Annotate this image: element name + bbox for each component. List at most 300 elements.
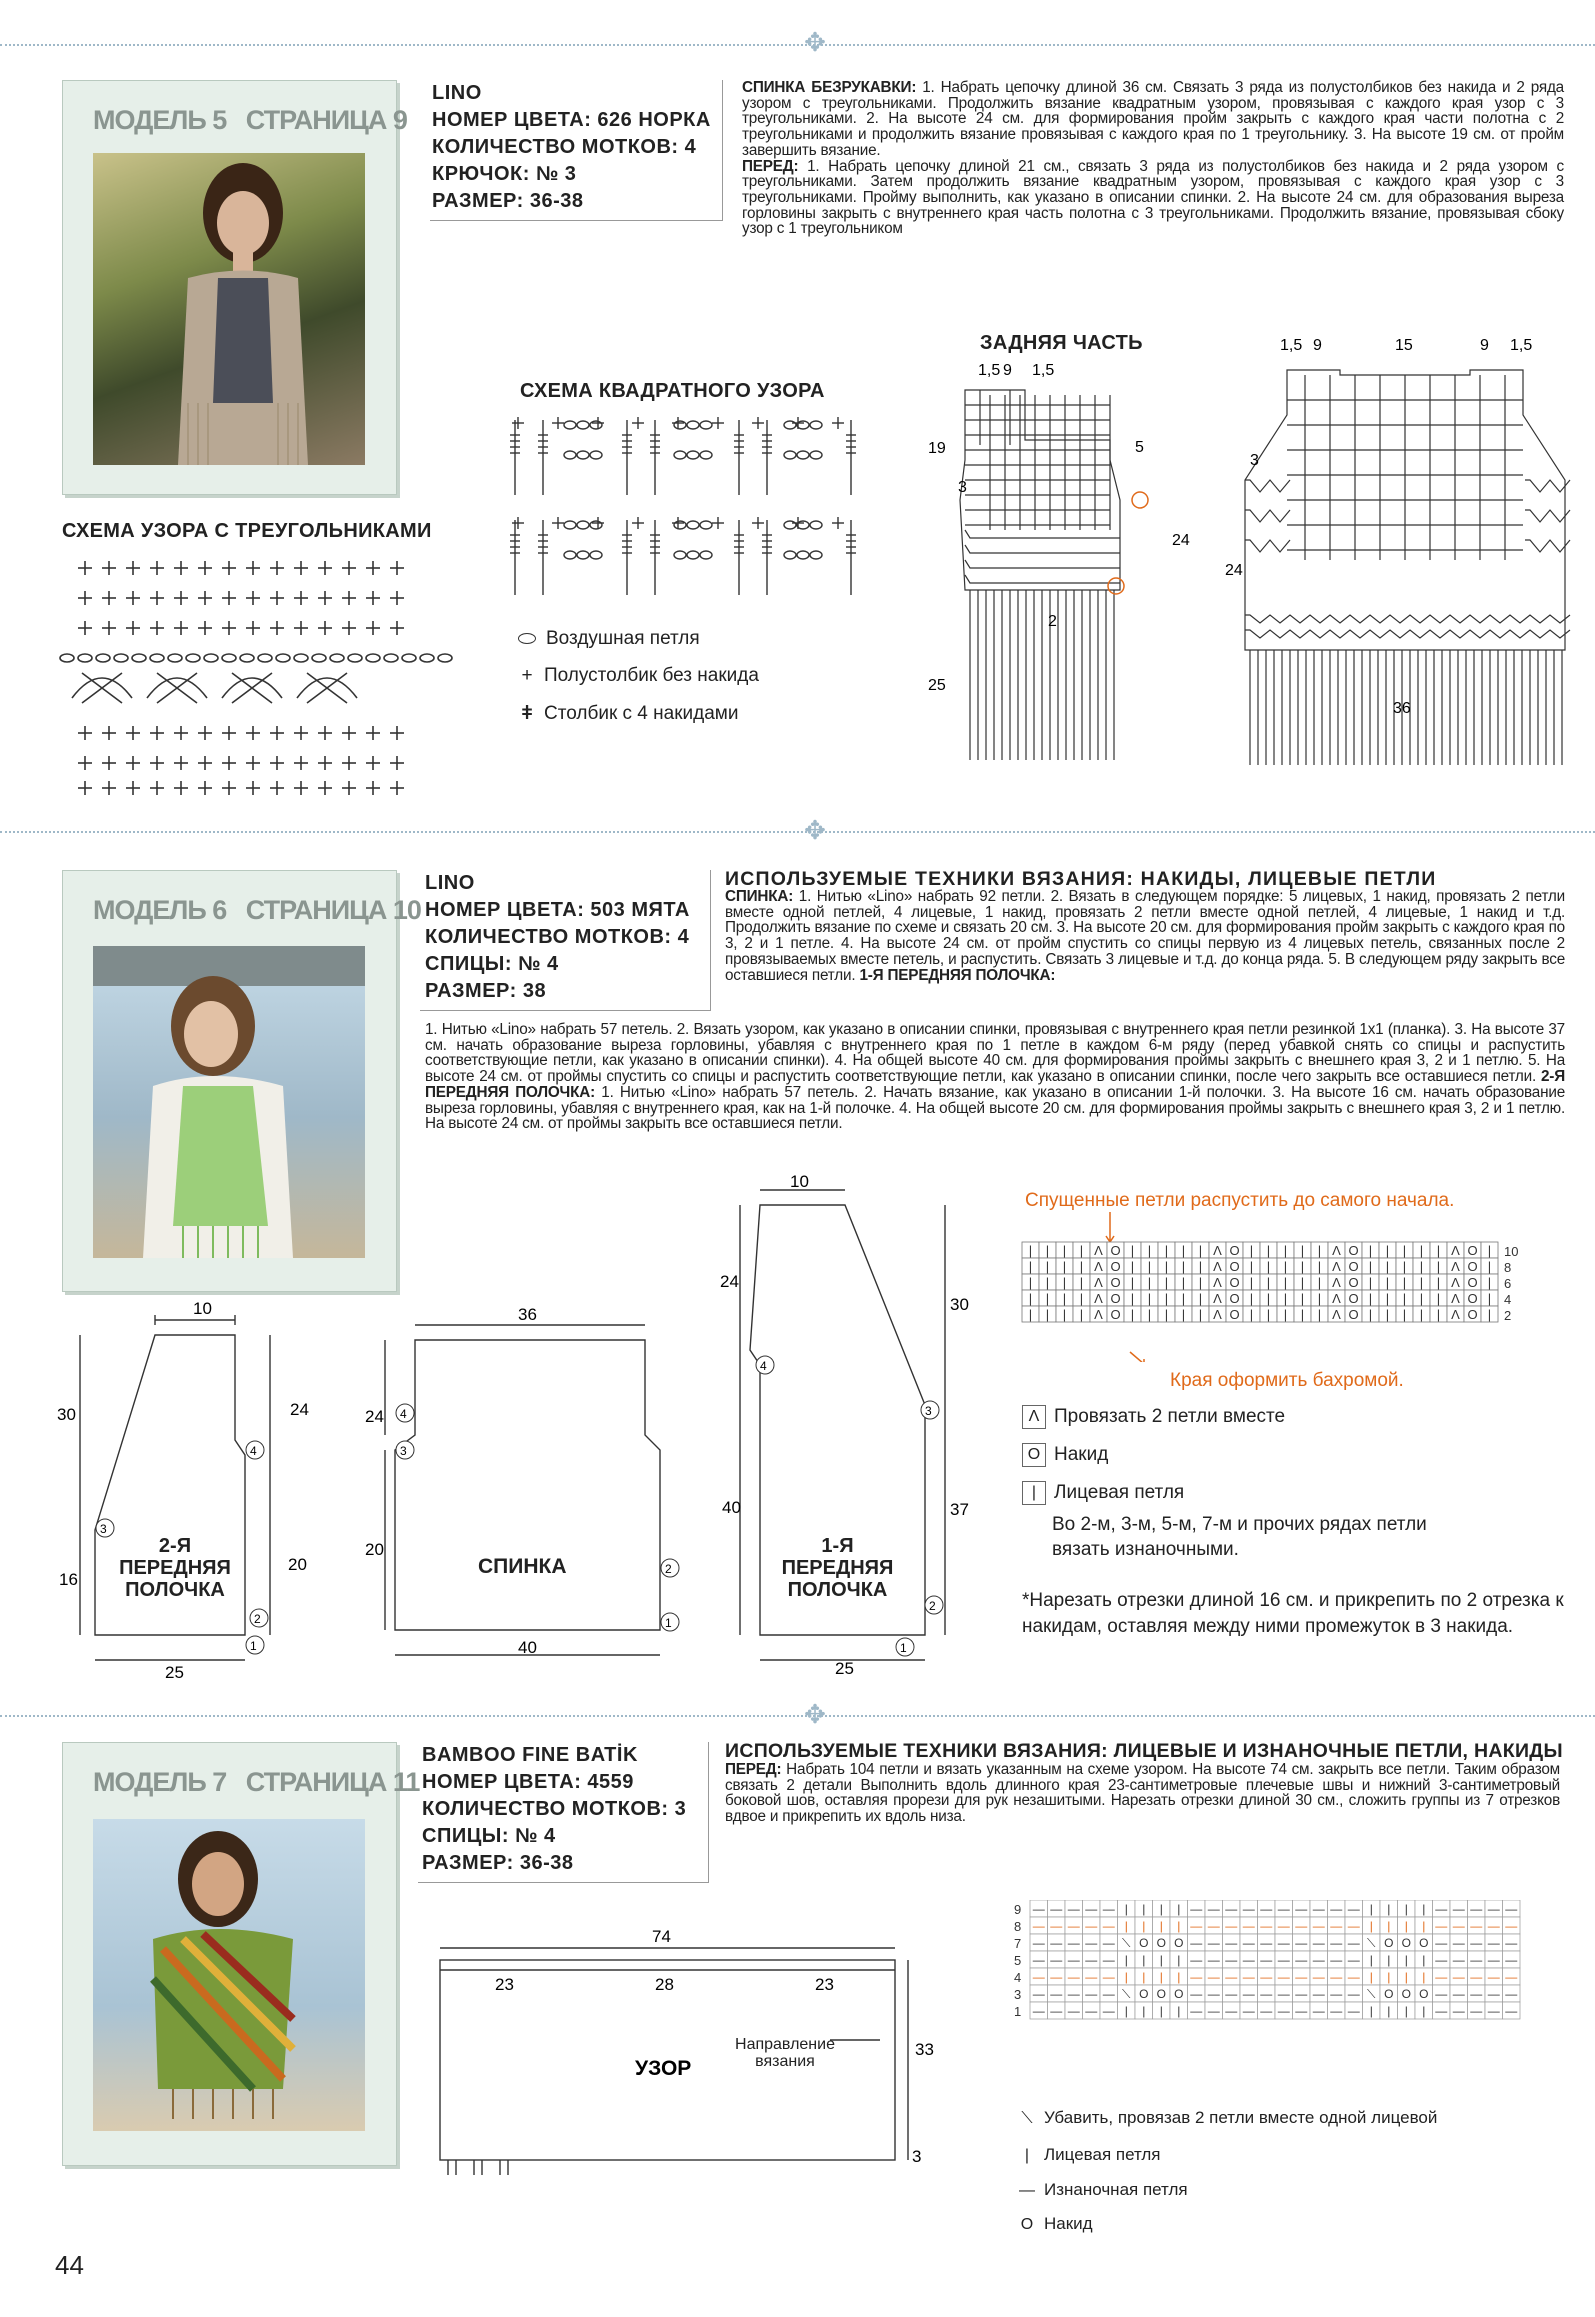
svg-text:3: 3 [400,1444,407,1458]
svg-text:|: | [1142,2004,1146,2018]
svg-text:—: — [1190,1902,1203,1916]
legend-item-purl: — Изнаночная петля [1019,2180,1188,2199]
svg-text:O: O [1348,1259,1359,1274]
svg-text:|: | [1147,1307,1152,1322]
svg-text:|: | [1385,1243,1390,1258]
svg-text:|: | [1159,1902,1163,1916]
svg-text:|: | [1404,2004,1408,2018]
knit-icon: | [1018,2147,1036,2165]
dim-label: 23 [815,1975,834,1994]
svg-text:—: — [1505,1919,1518,1933]
back-text: 1. Набрать цепочку длиной 36 см. Связать 3 ряда из полустолбиков без накида и 2 ряда узором с треугольниками. Продолжить вязание квадратным узором, провязывая с каждого края узор с 3 треугольниками. 2. На высоте 24 см. для формирования пройм закрыть с каждого края части полотна с 2 треугольниками и продолжить вязание провязывая с каждого края по 1 треугольнику. 3. На высоте 19 см. от пройм завершить вязание. [742,79,1564,159]
color-number: НОМЕР ЦВЕТА: 4559 [422,1771,634,1793]
size: РАЗМЕР: 36-38 [422,1852,574,1874]
svg-text:—: — [1452,1987,1465,2001]
svg-text:—: — [1102,1970,1115,1984]
dim-label: 24 [1172,532,1190,549]
svg-text:|: | [1147,1291,1152,1306]
svg-text:9: 9 [1014,1902,1022,1917]
svg-text:—: — [1050,1953,1063,1967]
model7-techniques: ИСПОЛЬЗУЕМЫЕ ТЕХНИКИ ВЯЗАНИЯ: ЛИЦЕВЫЕ И ИЗНАНОЧНЫЕ ПЕТЛИ, НАКИДЫ [725,1740,1563,1762]
front1-text: 1. Нитью «Lino» набрать 57 петель. 2. Вязать узором, как указано в описании спинки, провязывая с внутреннего края петли резинкой 1х1 (планка). 3. На высоте 37 см. начать образование выреза горловины, убавляя с внутреннего края по 1 петле в каждом 6-м ряду (перед убавкой снять со спицы и распустить соответствующие петли, как указано в описании спинки). 4. На общей высоте 40 см. для формирования проймы закрыть с внешнего края 3, 2 и 1 петлю. 5. На высоте 24 см. от проймы спустить со спицы и распустить соответствующие петли, как указано в описании спинки, после чего закрыть все оставшиеся петли. [425,1021,1565,1086]
svg-text:|: | [1181,1259,1186,1274]
front-text: 1. Набрать цепочку длиной 21 см., связать 3 ряда из полустолбиков без накида и 2 ряда узором с треугольниками. Затем продолжить вязание квадратным узором, провязывая с каждого края узор с 3 треугольниками. Пройму выполнить, как указано в описании спинки. 2. На высоте 24 см. для образования выреза горловины закрыть с внутреннего края часть полотна с 3 треугольниками. Продолжить вязание, провязывая сбоку узор с 1 треугольником [742,157,1564,238]
svg-text:—: — [1435,1987,1448,2001]
svg-text:—: — [1190,1970,1203,1984]
svg-text:Λ: Λ [1332,1291,1341,1306]
back-label: СПИНКА БЕЗРУКАВКИ: [742,79,917,96]
legend-item-decrease: ⟍ Убавить, провязав 2 петли вместе одной лицевой [1018,2108,1437,2128]
svg-text:|: | [1164,1243,1169,1258]
model7-instructions [725,1762,1560,1825]
svg-text:—: — [1452,1953,1465,1967]
svg-text:—: — [1085,1953,1098,1967]
svg-text:|: | [1130,1259,1135,1274]
svg-text:—: — [1032,1902,1045,1916]
svg-text:—: — [1330,1936,1343,1950]
svg-text:|: | [1419,1291,1424,1306]
svg-text:|: | [1487,1243,1492,1258]
svg-text:|: | [1159,1919,1163,1933]
svg-text:|: | [1177,1970,1181,1984]
svg-text:O: O [1229,1259,1240,1274]
dim-label: 2 [1048,613,1057,630]
svg-text:|: | [1079,1275,1084,1290]
size: РАЗМЕР: 38 [425,980,547,1002]
svg-text:|: | [1164,1275,1169,1290]
svg-text:|: | [1028,1275,1033,1290]
svg-text:|: | [1283,1259,1288,1274]
svg-text:—: — [1067,1902,1080,1916]
svg-text:|: | [1249,1291,1254,1306]
svg-text:O: O [1467,1243,1478,1258]
dim-label: 20 [365,1540,384,1559]
svg-text:—: — [1312,1987,1325,2001]
svg-text:—: — [1190,1936,1203,1950]
svg-text:|: | [1249,1275,1254,1290]
svg-text:3: 3 [1014,1987,1022,2002]
svg-text:|: | [1124,2004,1128,2018]
svg-text:—: — [1295,1953,1308,1967]
svg-text:—: — [1242,1936,1255,1950]
svg-text:|: | [1079,1243,1084,1258]
svg-text:|: | [1124,1919,1128,1933]
svg-text:1: 1 [665,1616,672,1630]
svg-text:|: | [1266,1291,1271,1306]
legend-item-plus: + Полустолбик без накида [518,665,759,687]
svg-text:—: — [1102,1936,1115,1950]
dim-label: 10 [790,1175,809,1191]
svg-text:|: | [1159,1953,1163,1967]
svg-text:8: 8 [1504,1260,1512,1275]
svg-text:—: — [1260,1919,1273,1933]
svg-text:—: — [1207,1902,1220,1916]
svg-text:—: — [1470,1953,1483,1967]
svg-text:|: | [1419,1307,1424,1322]
svg-text:—: — [1330,1970,1343,1984]
model7-piece [430,1920,950,2180]
svg-text:—: — [1312,1919,1325,1933]
svg-text:|: | [1181,1275,1186,1290]
svg-text:|: | [1300,1275,1305,1290]
svg-text:—: — [1487,1987,1500,2001]
svg-text:|: | [1317,1243,1322,1258]
svg-text:|: | [1181,1243,1186,1258]
svg-text:⟍: ⟍ [1122,1936,1131,1950]
svg-text:—: — [1277,2004,1290,2018]
svg-text:—: — [1102,2004,1115,2018]
dim-label: 9 [1480,337,1489,354]
svg-text:|: | [1266,1243,1271,1258]
svg-text:|: | [1300,1307,1305,1322]
svg-text:|: | [1369,1902,1373,1916]
dim-label: 25 [835,1659,854,1675]
svg-text:—: — [1312,1953,1325,1967]
legend-item-knit: | Лицевая петля [1022,1481,1184,1505]
dim-label: 24 [365,1407,384,1426]
svg-text:—: — [1435,1953,1448,1967]
dim-label: 3 [912,2147,922,2166]
svg-text:O: O [1229,1291,1240,1306]
svg-text:O: O [1401,1936,1411,1950]
svg-text:—: — [1067,1970,1080,1984]
svg-text:|: | [1079,1291,1084,1306]
svg-text:|: | [1422,2004,1426,2018]
svg-text:—: — [1487,2004,1500,2018]
svg-text:—: — [1347,1970,1360,1984]
svg-text:—: — [1225,1902,1238,1916]
svg-text:—: — [1452,1936,1465,1950]
front-label: ПЕРЕД: [725,1761,782,1778]
svg-text:|: | [1422,1919,1426,1933]
legend-item-yo: O Накид [1022,1443,1108,1467]
svg-text:Λ: Λ [1094,1243,1103,1258]
svg-text:—: — [1242,1902,1255,1916]
svg-text:—: — [1312,1970,1325,1984]
svg-text:Λ: Λ [1094,1275,1103,1290]
svg-text:—: — [1207,1936,1220,1950]
svg-text:Λ: Λ [1213,1291,1222,1306]
svg-text:7: 7 [1014,1936,1022,1951]
separator-middle [0,831,1595,833]
legend-note: Во 2-м, 3-м, 5-м, 7-м и прочих рядах петли вязать изнаночными. [1052,1514,1427,1560]
svg-text:|: | [1487,1307,1492,1322]
svg-text:|: | [1369,1953,1373,1967]
dim-label: 74 [652,1927,671,1946]
svg-text:|: | [1317,1291,1322,1306]
svg-text:|: | [1079,1307,1084,1322]
model7-card [62,1742,420,2166]
svg-text:|: | [1130,1307,1135,1322]
svg-text:|: | [1045,1275,1050,1290]
svg-text:|: | [1369,1919,1373,1933]
svg-text:|: | [1045,1307,1050,1322]
dim-label: 28 [655,1975,674,1994]
svg-text:4: 4 [760,1359,767,1373]
dim-label: 3 [958,479,967,496]
svg-text:5: 5 [1014,1953,1022,1968]
svg-text:—: — [1295,2004,1308,2018]
triangle-scheme-title: СХЕМА УЗОРА С ТРЕУГОЛЬНИКАМИ [62,520,432,542]
svg-text:—: — [1050,1936,1063,1950]
svg-text:—: — [1207,1953,1220,1967]
svg-text:—: — [1277,1953,1290,1967]
svg-text:|: | [1062,1243,1067,1258]
separator-top [0,44,1595,46]
dim-label: 19 [928,440,946,457]
dim-label: 1,5 [1032,362,1055,379]
svg-text:|: | [1177,2004,1181,2018]
dim-label: 1,5 [978,362,1001,379]
svg-text:|: | [1130,1291,1135,1306]
svg-text:|: | [1387,1953,1391,1967]
svg-text:|: | [1436,1259,1441,1274]
svg-text:|: | [1404,1970,1408,1984]
svg-text:2: 2 [254,1612,261,1626]
svg-text:4: 4 [400,1407,407,1421]
svg-text:O: O [1467,1291,1478,1306]
svg-text:—: — [1050,1970,1063,1984]
model7-stitch-chart [1012,1900,1567,2090]
dim-label: 1,5 [1280,337,1303,354]
svg-text:—: — [1050,1987,1063,2001]
svg-text:O: O [1348,1291,1359,1306]
svg-text:—: — [1452,1970,1465,1984]
model6-instructions-top [725,889,1565,983]
svg-text:|: | [1130,1275,1135,1290]
svg-text:—: — [1330,1987,1343,2001]
ornament-icon: ✥ [804,1700,826,1730]
svg-text:O: O [1229,1275,1240,1290]
svg-text:|: | [1198,1291,1203,1306]
svg-text:—: — [1067,1919,1080,1933]
svg-text:—: — [1260,2004,1273,2018]
svg-text:—: — [1242,1919,1255,1933]
plus-icon: + [521,665,533,686]
svg-text:—: — [1330,2004,1343,2018]
svg-text:|: | [1419,1275,1424,1290]
svg-text:O: O [1384,1936,1394,1950]
dim-label: 16 [59,1570,78,1589]
svg-text:—: — [1277,1936,1290,1950]
svg-text:—: — [1295,1902,1308,1916]
page-number: 44 [55,2250,84,2280]
svg-text:2: 2 [665,1562,672,1576]
svg-text:|: | [1317,1259,1322,1274]
svg-text:|: | [1249,1259,1254,1274]
svg-text:—: — [1330,1919,1343,1933]
svg-text:—: — [1032,1919,1045,1933]
svg-text:O: O [1467,1307,1478,1322]
dim-label: 37 [950,1500,969,1519]
svg-text:—: — [1452,2004,1465,2018]
svg-text:⟍: ⟍ [1122,1987,1131,2001]
svg-text:|: | [1164,1307,1169,1322]
svg-text:—: — [1312,1936,1325,1950]
svg-text:—: — [1102,1919,1115,1933]
dim-label: 25 [928,677,946,694]
svg-text:Λ: Λ [1094,1259,1103,1274]
svg-text:—: — [1242,1953,1255,1967]
model5-info [432,80,711,215]
svg-text:Λ: Λ [1332,1259,1341,1274]
svg-text:|: | [1317,1307,1322,1322]
svg-text:O: O [1156,1987,1166,2001]
svg-text:|: | [1249,1307,1254,1322]
svg-text:|: | [1404,1953,1408,1967]
svg-text:—: — [1487,1953,1500,1967]
dim-label: 40 [722,1498,741,1517]
dim-label: 10 [193,1300,212,1318]
svg-text:|: | [1147,1243,1152,1258]
svg-text:|: | [1385,1275,1390,1290]
svg-text:|: | [1028,1259,1033,1274]
dim-label: 3 [1250,452,1259,469]
svg-text:—: — [1312,2004,1325,2018]
model5-card [62,80,407,495]
svg-text:—: — [1225,1936,1238,1950]
yarn-over-icon: O [1022,1443,1046,1467]
svg-text:O: O [1229,1307,1240,1322]
svg-text:—: — [1050,1902,1063,1916]
dim-label: 30 [950,1295,969,1314]
svg-text:Λ: Λ [1094,1307,1103,1322]
front2-label: 2-Я ПЕРЕДНЯЯ ПОЛОЧКА: [425,1068,1565,1101]
svg-text:2: 2 [1504,1308,1512,1323]
front2-text: 1. Нитью «Lino» набрать 57 петель. 2. Начать вязание, как указано в описании 1-й полочки. 3. На высоте 16 см. начать образование выреза горловины, убавляя с внутреннего края, как на 1-й полочке. 4. На общей высоте 20 см. для формирования проймы закрыть с внешнего края 3, 2 и 1 петлю. На высоте 24 см. от проймы закрыть все оставшиеся петли. [425,1083,1565,1133]
svg-text:O: O [1139,1987,1149,2001]
svg-text:|: | [1387,1970,1391,1984]
svg-text:|: | [1028,1243,1033,1258]
svg-text:—: — [1225,1987,1238,2001]
svg-text:Λ: Λ [1451,1259,1460,1274]
svg-text:—: — [1470,1970,1483,1984]
svg-text:O: O [1110,1259,1121,1274]
svg-text:4: 4 [250,1444,257,1458]
model6-info [425,870,690,1005]
svg-text:4: 4 [1014,1970,1022,1985]
svg-text:|: | [1368,1259,1373,1274]
svg-text:|: | [1142,1970,1146,1984]
svg-text:—: — [1435,1970,1448,1984]
chain-icon [518,633,536,644]
svg-text:|: | [1266,1275,1271,1290]
dim-label: 20 [288,1555,307,1574]
svg-text:—: — [1330,1902,1343,1916]
svg-text:Λ: Λ [1332,1307,1341,1322]
chart-note-bottom: Края оформить бахромой. [1170,1370,1404,1391]
svg-text:—: — [1242,2004,1255,2018]
svg-text:O: O [1348,1275,1359,1290]
svg-text:|: | [1387,1919,1391,1933]
svg-text:—: — [1277,1987,1290,2001]
svg-text:Λ: Λ [1332,1243,1341,1258]
dim-label: 9 [1003,362,1012,379]
svg-text:—: — [1085,1902,1098,1916]
svg-text:—: — [1505,2004,1518,2018]
model5-photo [93,153,365,465]
svg-text:|: | [1177,1902,1181,1916]
svg-text:|: | [1198,1307,1203,1322]
separator-bottom [0,1715,1595,1717]
balls-count: КОЛИЧЕСТВО МОТКОВ: 4 [425,926,690,948]
dim-label: 24 [720,1272,739,1291]
svg-text:—: — [1347,1936,1360,1950]
svg-text:—: — [1067,2004,1080,2018]
svg-text:—: — [1067,1953,1080,1967]
svg-text:—: — [1277,1902,1290,1916]
back-label: СПИНКА: [725,888,794,905]
model7-card-title: МОДЕЛЬ 7 СТРАНИЦА 11 [93,1767,420,1797]
svg-text:|: | [1369,2004,1373,2018]
svg-text:|: | [1124,1970,1128,1984]
svg-text:—: — [1505,1970,1518,1984]
svg-text:—: — [1242,1970,1255,1984]
chart-note-top: Спущенные петли распустить до самого начала. [1025,1190,1455,1211]
treble-icon: ǂ [521,703,533,724]
svg-text:|: | [1385,1259,1390,1274]
needle-size: СПИЦЫ: № 4 [425,953,559,975]
back-text: 1. Нитью «Lino» набрать 92 петли. 2. Вязать в следующем порядке: 5 лицевых, 1 накид, провязать 2 петли вместе одной петлей, 4 лицевые, 1 накид, провязать 2 петли вместе одной петлей, 4 лицевые, 1 накид и т.д. Продолжить вязание по схеме и связать 20 см. 3. На высоте 20 см. для формирования пройм закрыть с каждого края по 3, 2 и 1 петле. 4. На высоте 24 см. от пройм спустить со спицы первую из 4 лицевых петель, связанных после 2 провязываемых вместе петель, и распустить. Связать 3 лицевые и т.д. до конца ряда. 5. В следующем ряду закрыть все оставшиеся петли. [725,888,1565,984]
svg-text:|: | [1130,1243,1135,1258]
svg-text:O: O [1139,1936,1149,1950]
svg-text:|: | [1079,1259,1084,1274]
svg-text:—: — [1347,1919,1360,1933]
svg-text:|: | [1142,1919,1146,1933]
svg-text:|: | [1419,1243,1424,1258]
svg-text:|: | [1142,1902,1146,1916]
svg-text:—: — [1085,1936,1098,1950]
svg-text:|: | [1124,1902,1128,1916]
fringe-note: *Нарезать отрезки длиной 16 см. и прикрепить по 2 отрезка к накидам, оставляя между ними промежуток в 3 накида. [1022,1590,1564,1637]
svg-text:—: — [1225,2004,1238,2018]
svg-text:|: | [1164,1291,1169,1306]
svg-text:|: | [1147,1275,1152,1290]
svg-text:|: | [1164,1259,1169,1274]
yarn-over-icon: O [1018,2216,1036,2234]
svg-text:|: | [1198,1275,1203,1290]
ornament-icon: ✥ [804,816,826,846]
svg-text:3: 3 [925,1404,932,1418]
svg-text:—: — [1207,1970,1220,1984]
svg-text:—: — [1295,1987,1308,2001]
svg-text:O: O [1419,1987,1429,2001]
svg-text:—: — [1470,1919,1483,1933]
svg-text:Λ: Λ [1213,1307,1222,1322]
svg-text:|: | [1404,1919,1408,1933]
svg-text:Λ: Λ [1332,1275,1341,1290]
svg-text:—: — [1435,1902,1448,1916]
svg-text:|: | [1436,1275,1441,1290]
svg-text:Λ: Λ [1451,1307,1460,1322]
svg-text:|: | [1198,1259,1203,1274]
balls-count: КОЛИЧЕСТВО МОТКОВ: 4 [432,136,697,158]
svg-text:—: — [1505,1953,1518,1967]
svg-text:|: | [1369,1970,1373,1984]
svg-text:Λ: Λ [1094,1291,1103,1306]
svg-text:1: 1 [250,1639,257,1653]
svg-text:—: — [1277,1970,1290,1984]
svg-text:|: | [1147,1259,1152,1274]
svg-text:|: | [1045,1291,1050,1306]
svg-text:—: — [1207,1919,1220,1933]
svg-text:O: O [1467,1259,1478,1274]
dim-label: 36 [1393,700,1411,717]
svg-text:—: — [1452,1902,1465,1916]
svg-text:|: | [1487,1291,1492,1306]
dim-label: 24 [1225,562,1243,579]
svg-text:O: O [1401,1987,1411,2001]
